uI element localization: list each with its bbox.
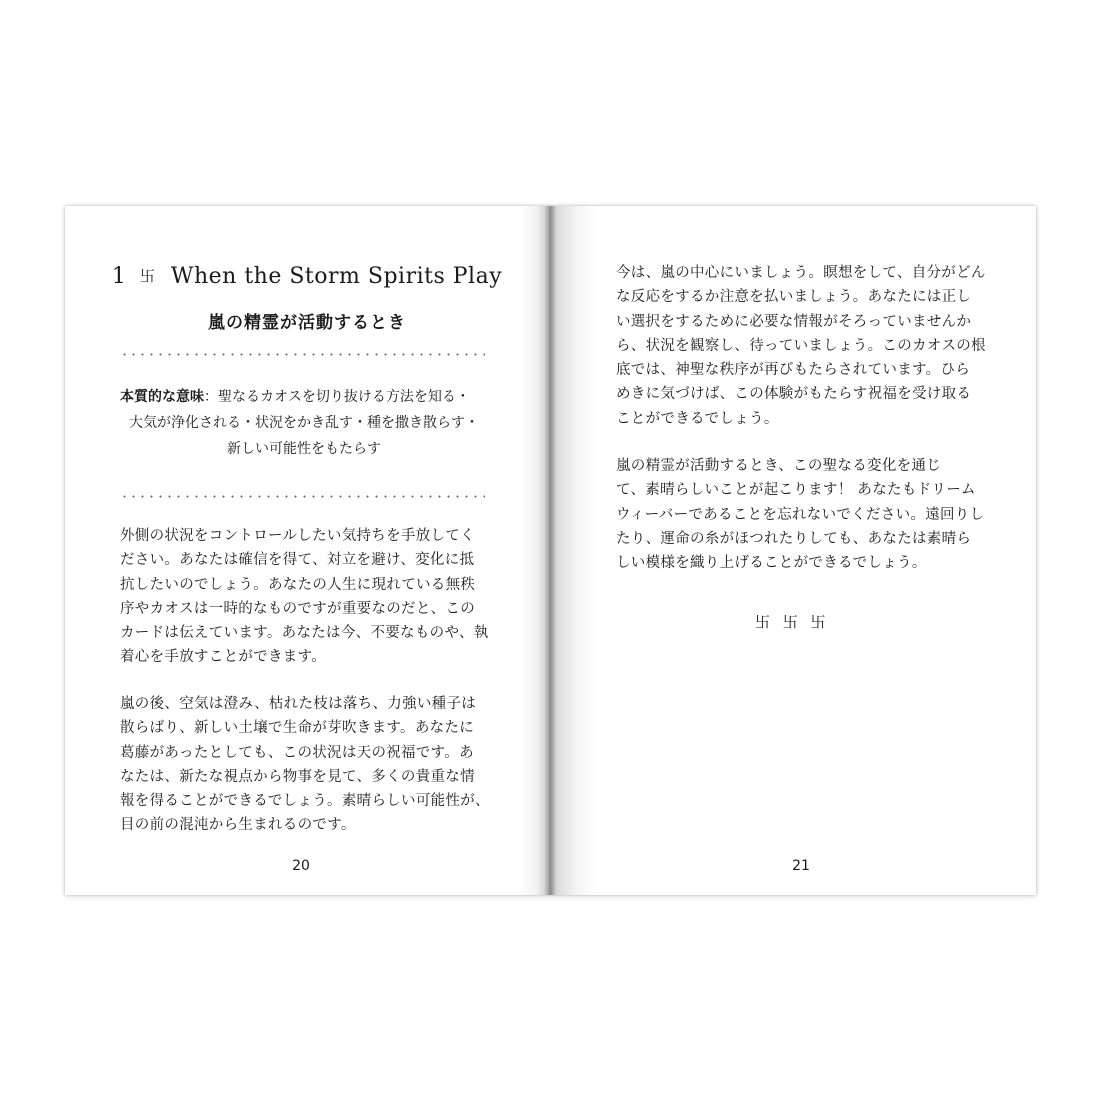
ornament-glyphs-icon: 卐 卐 卐 bbox=[755, 613, 830, 631]
text-line: たり、運命の糸がほつれたりしても、あなたは素晴ら bbox=[616, 530, 972, 547]
dotted-divider bbox=[120, 353, 485, 356]
text-line: 葛藤があったとしても、この状況は天の祝福です。あ bbox=[120, 744, 474, 761]
dotted-divider bbox=[120, 495, 485, 498]
text-line: 抗したいのでしょう。あなたの人生に現れている無秩 bbox=[120, 576, 476, 593]
text-line: 嵐の精霊が活動するとき、この聖なる変化を通じ bbox=[616, 458, 942, 474]
essential-line: 大気が浄化される・状況をかき乱す・種を撒き散らす・ bbox=[129, 415, 479, 431]
text-line: カードは伝えています。あなたは今、不要なものや、執 bbox=[120, 625, 489, 642]
text-line: ウィーバーであることを忘れないでください。遠回りし bbox=[616, 506, 985, 523]
body-paragraph bbox=[616, 454, 985, 575]
page-number: 20 bbox=[292, 858, 310, 874]
text-line: て、素晴らしいことが起こります！ あなたもドリーム bbox=[616, 482, 976, 499]
text-line: 外側の状況をコントロールしたい気持ちを手放してく bbox=[120, 528, 475, 544]
text-line: 嵐の後、空気は澄み、枯れた枝は落ち、力強い種子は bbox=[120, 696, 477, 712]
text-line: 序やカオスは一時的なものですが重要なのだと、この bbox=[120, 600, 476, 617]
book-spread bbox=[65, 206, 1036, 895]
text-line: 底では、神聖な秩序が再びもたらされています。ひら bbox=[616, 362, 971, 379]
text-line: 目の前の混沌から生まれるのです。 bbox=[120, 817, 356, 834]
left-page bbox=[65, 206, 549, 895]
page-number: 21 bbox=[792, 858, 810, 874]
text-line: 散らばり、新しい土壌で生命が芽吹きます。あなたに bbox=[120, 720, 475, 737]
right-page bbox=[549, 206, 1036, 895]
book-gutter bbox=[544, 206, 556, 895]
essential-line bbox=[120, 384, 488, 410]
body-paragraph bbox=[616, 261, 986, 431]
essential-text: ：聖なるカオスを切り抜ける方法を知る・ bbox=[204, 389, 470, 405]
card-title bbox=[65, 264, 549, 289]
essential-line: 新しい可能性をもたらす bbox=[227, 441, 381, 457]
body-paragraph bbox=[120, 692, 495, 838]
body-paragraph bbox=[120, 524, 495, 670]
text-line: しい模様を織り上げることができるでしょう。 bbox=[616, 555, 927, 572]
text-line: めきに気づけば、この体験がもたらす祝福を受け取る bbox=[616, 386, 972, 403]
card-title-text: When the Storm Spirits Play bbox=[170, 264, 503, 289]
text-line: 今は、嵐の中心にいましょう。瞑想をして、自分がどん bbox=[616, 265, 986, 281]
essential-label: 本質的な意味 bbox=[120, 389, 204, 405]
card-subtitle: 嵐の精霊が活動するとき bbox=[208, 313, 406, 333]
text-line: 報を得ることができるでしょう。素晴らしい可能性が、 bbox=[120, 793, 490, 810]
text-line: ことができるでしょう。 bbox=[616, 410, 779, 427]
essential-meaning bbox=[120, 384, 488, 462]
text-line: な反応をするか注意を払いましょう。あなたには正し bbox=[616, 289, 972, 306]
card-number: 1 bbox=[111, 264, 127, 289]
text-line: い選択をするために必要な情報がそろっていませんか bbox=[616, 313, 972, 330]
text-line: なたは、新たな視点から物事を見て、多くの貴重な情 bbox=[120, 768, 475, 785]
storm-glyph-icon: 卐 bbox=[139, 267, 156, 285]
text-line: ら、状況を観察し、待っていましょう。このカオスの根 bbox=[616, 337, 986, 354]
text-line: 着心を手放すことができます。 bbox=[120, 649, 327, 666]
text-line: ださい。あなたは確信を得て、対立を避け、変化に抵 bbox=[120, 552, 475, 569]
